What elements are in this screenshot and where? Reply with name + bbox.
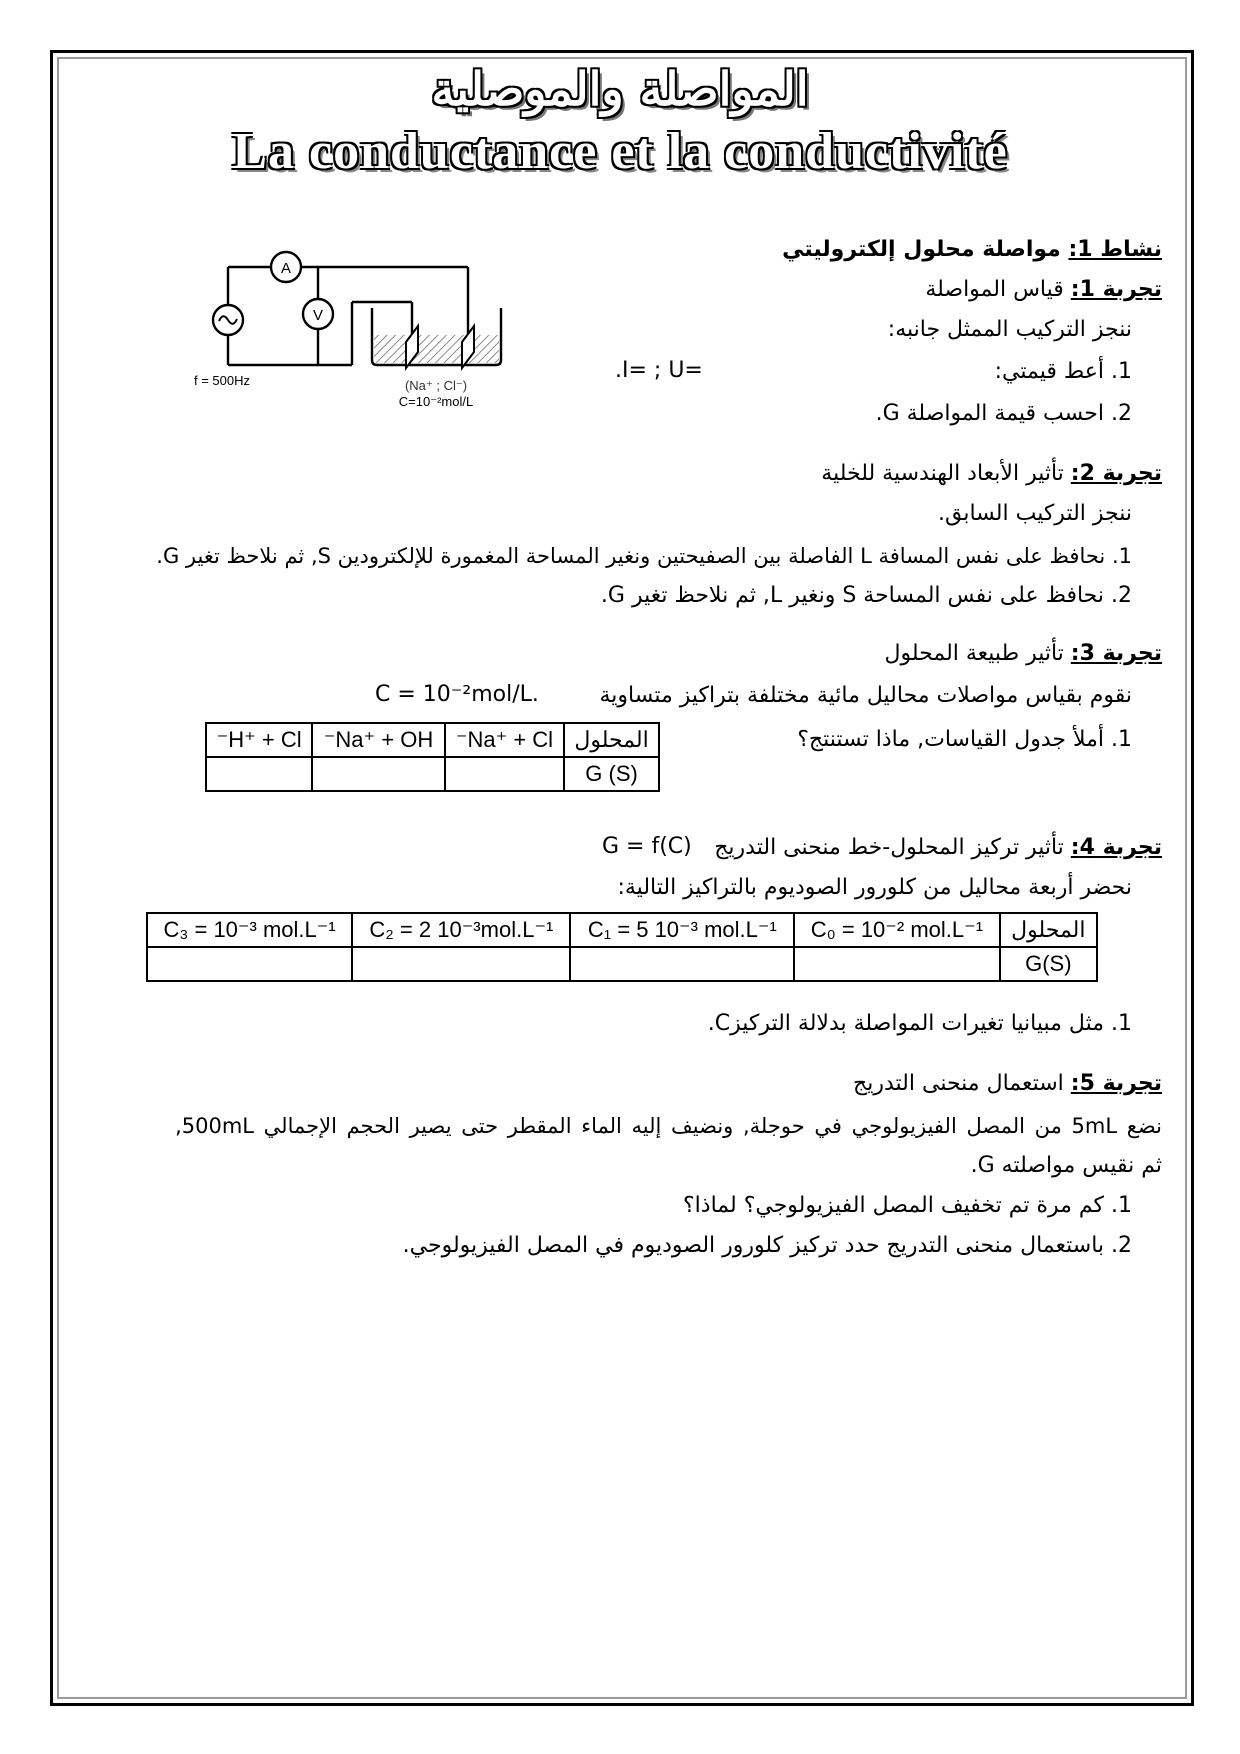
exp1-intro: ننجز التركيب الممثل جانبه:	[887, 317, 1132, 342]
exp5-line2: ثم نقيس مواصلته G.	[970, 1153, 1162, 1178]
exp4-heading	[714, 834, 1162, 862]
table-cell	[794, 947, 999, 981]
exp5-label: تجربة 5:	[1070, 1071, 1162, 1096]
table-cell: المحلول	[1000, 913, 1097, 947]
exp4-title: تأثير تركيز المحلول-خط منحنى التدريج	[714, 835, 1064, 860]
table-cell	[352, 947, 570, 981]
exp5-heading	[853, 1070, 1162, 1098]
table-cell: G (S)	[564, 757, 659, 791]
table-cell: Na⁺ + Cl⁻	[445, 723, 564, 757]
table-cell	[147, 947, 352, 981]
voltmeter-label: V	[312, 307, 324, 324]
table-cell: Na⁺ + OH⁻	[312, 723, 445, 757]
exp4-intro: نحضر أربعة محاليل من كلورور الصوديوم بالتراكيز التالية:	[617, 875, 1132, 900]
table-cell: G(S)	[1000, 947, 1097, 981]
table-cell: C₃ = 10⁻³ mol.L⁻¹	[147, 913, 352, 947]
table-row	[147, 947, 1097, 981]
exp1-heading	[925, 276, 1162, 304]
table-cell: C₁ = 5 10⁻³ mol.L⁻¹	[570, 913, 794, 947]
table-cell	[206, 757, 312, 791]
exp1-q2: 2. احسب قيمة المواصلة G.	[875, 401, 1132, 426]
table-row	[147, 913, 1097, 947]
exp2-label: تجربة 2:	[1070, 461, 1162, 486]
exp2-title: تأثير الأبعاد الهندسية للخلية	[821, 461, 1064, 486]
ammeter-label: A	[280, 260, 292, 277]
circuit-diagram	[194, 250, 520, 420]
exp4-formula: G = f(C)	[602, 834, 692, 859]
activity-label: نشاط 1:	[1068, 237, 1162, 262]
exp2-q1: 1. نحافظ على نفس المسافة L الفاصلة بين الصفيحتين ونغير المساحة المغمورة للإلكترودين S, ثم نلاحظ تغير G.	[156, 544, 1132, 568]
exp1-title: قياس المواصلة	[925, 277, 1064, 302]
concentration-label: C=10⁻²mol/L	[398, 394, 474, 409]
exp2-intro: ننجز التركيب السابق.	[937, 501, 1132, 526]
table-cell	[312, 757, 445, 791]
exp3-intro-concentration: C = 10⁻²mol/L.	[375, 682, 539, 707]
exp5-line1: نضع 5mL من المصل الفيزيولوجي في حوجلة, ونضيف إليه الماء المقطر حتى يصير الحجم الإجمالي 500mL,	[175, 1114, 1162, 1138]
table-cell	[570, 947, 794, 981]
activity-title: مواصلة محلول إلكتروليتي	[782, 237, 1061, 262]
exp4-table	[146, 912, 1098, 982]
exp1-label: تجربة 1:	[1070, 277, 1162, 302]
table-cell: C₂ = 2 10⁻³mol.L⁻¹	[352, 913, 570, 947]
exp3-intro: نقوم بقياس مواصلات محاليل مائية مختلفة بتراكيز متساوية	[599, 683, 1132, 708]
solution-label: (Na⁺ ; Cl⁻)	[404, 378, 468, 393]
exp3-q1: 1. أملأ جدول القياسات, ماذا تستنتج؟	[797, 727, 1132, 752]
table-cell	[445, 757, 564, 791]
table-row	[206, 757, 659, 791]
exp3-label: تجربة 3:	[1070, 641, 1162, 666]
exp5-q1: 1. كم مرة تم تخفيف المصل الفيزيولوجي؟ لماذا؟	[682, 1193, 1132, 1218]
title-french: La conductance et la conductivité	[232, 123, 1008, 180]
table-cell: المحلول	[564, 723, 659, 757]
exp5-q2: 2. باستعمال منحنى التدريج حدد تركيز كلورور الصوديوم في المصل الفيزيولوجي.	[402, 1233, 1132, 1258]
table-cell: C₀ = 10⁻² mol.L⁻¹	[794, 913, 999, 947]
activity-heading	[782, 236, 1162, 264]
exp3-title: تأثير طبيعة المحلول	[884, 641, 1064, 666]
table-row	[206, 723, 659, 757]
table-cell: H⁺ + Cl⁻	[206, 723, 312, 757]
exp3-table	[205, 722, 660, 792]
exp5-title: استعمال منحنى التدريج	[853, 1071, 1064, 1096]
exp4-q1: 1. مثل مبيانيا تغيرات المواصلة بدلالة التركيزC.	[707, 1011, 1132, 1036]
title-arabic: المواصلة والموصلية	[431, 62, 809, 116]
exp1-q1-values: .I= ; U=	[615, 358, 703, 383]
exp2-heading	[821, 460, 1162, 488]
exp4-label: تجربة 4:	[1070, 835, 1162, 860]
frequency-label: f = 500Hz	[194, 373, 251, 388]
exp3-heading	[885, 640, 1162, 668]
exp2-q2: 2. نحافظ على نفس المساحة S ونغير L, ثم نلاحظ تغير G.	[600, 583, 1132, 608]
exp1-q1: 1. أعط قيمتي:	[994, 359, 1132, 384]
